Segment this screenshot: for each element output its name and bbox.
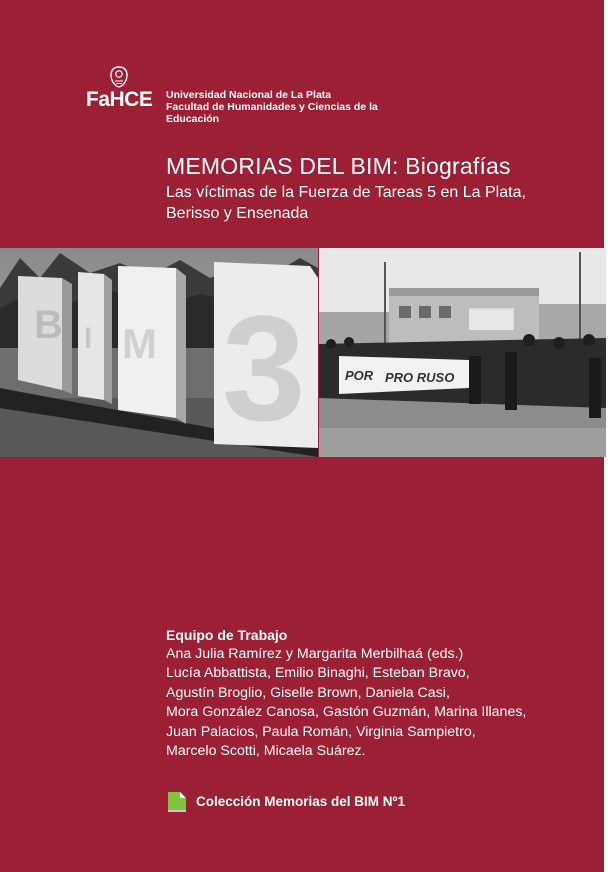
svg-text:M: M [122, 320, 157, 367]
svg-text:I: I [84, 322, 93, 355]
monument-letter-i [78, 272, 112, 404]
svg-text:B: B [34, 303, 63, 347]
bim3-monument-photo [0, 248, 318, 457]
monument-letter-b [18, 276, 72, 394]
team-line: Juan Palacios, Paula Román, Virginia Sampietro, [166, 723, 476, 740]
book-subtitle [166, 182, 566, 224]
cover-photo-band [0, 248, 606, 457]
team-line: Marcelo Scotti, Micaela Suárez. [166, 743, 366, 760]
svg-text:PRO RUSO: PRO RUSO [385, 370, 455, 385]
team-line: Agustín Broglio, Giselle Brown, Daniela Casi, [166, 684, 450, 701]
logo-wordmark: FaHCE [86, 88, 153, 111]
book-title: MEMORIAS DEL BIM: Biografías [166, 153, 511, 179]
svg-text:3: 3 [222, 284, 306, 452]
collection-page-icon [166, 790, 188, 812]
monument-number-3 [214, 262, 318, 452]
work-team [166, 626, 596, 761]
faculty-name: Facultad de Humanidades y Ciencias de la Educación [166, 101, 378, 125]
subtitle-line-2: Berisso y Ensenada [166, 205, 309, 222]
university-seal-icon [109, 66, 129, 88]
subtitle-line-1: Las víctimas de la Fuerza de Tareas 5 en La Plata, [166, 184, 526, 201]
team-line: Ana Julia Ramírez y Margarita Merbilhaá (eds.) [166, 646, 464, 662]
team-line: Mora González Canosa, Gastón Guzmán, Marina Illanes, [166, 704, 527, 721]
fahce-logo [86, 66, 416, 125]
street-march-photo [319, 248, 606, 457]
svg-text:POR: POR [345, 368, 374, 383]
team-line: Lucía Abbattista, Emilio Binaghi, Esteban Bravo, [166, 665, 470, 682]
collection-name: Colección Memorias del BIM Nº1 [196, 794, 405, 809]
monument-letter-m [118, 266, 186, 424]
institution-lines [166, 89, 416, 125]
team-member-list [166, 645, 596, 761]
team-heading: Equipo de Trabajo [166, 627, 288, 643]
university-name: Universidad Nacional de La Plata [166, 89, 332, 101]
